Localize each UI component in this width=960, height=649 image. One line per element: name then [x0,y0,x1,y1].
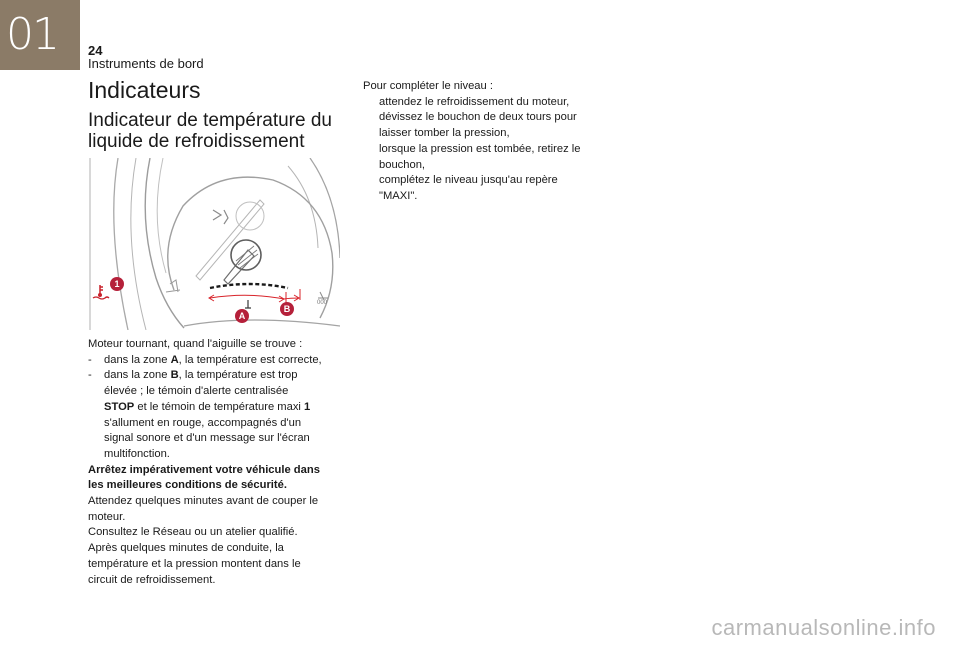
step-3-line-1: lorsque la pression est tombée, retirez le [379,142,581,155]
list-item-zone-b [88,368,346,462]
watermark: carmanualsonline.info [711,615,936,640]
zone-b-text-after: , la température est trop [178,369,298,382]
intro-text: Moteur tournant, quand l'aiguille se trouve : [88,338,303,350]
step-2-line-1: dévissez le bouchon de deux tours pour [379,111,577,124]
zone-b-line-4: s'allument en rouge, accompagnés d'un [104,416,302,429]
zone-b-line-5: signal sonore et d'un message sur l'écran [104,432,310,445]
main-text-column [88,337,346,588]
list-item-zone-a [88,353,346,369]
zone-b-line-6: multifonction. [104,447,170,460]
warning-line-2: les meilleures conditions de sécurité. [88,479,287,492]
zone-a-text-before: dans la zone [104,353,171,366]
page-number: 24 [88,43,103,58]
page-title: Indicateurs [88,77,201,103]
topup-intro: Pour compléter le niveau : [363,80,493,92]
paragraph-1-line-2: moteur. [88,510,126,523]
gauge-svg [88,158,340,330]
svg-text:000: 000 [317,300,328,306]
callout-1 [110,277,124,291]
step-2-line-2: laisser tomber la pression, [379,127,510,140]
paragraph-3-line-3: circuit de refroidissement. [88,573,216,586]
zone-b-line-3: et le témoin de température maxi [134,400,305,413]
callout-b [280,302,294,316]
paragraph-3-line-2: température et la pression montent dans le [88,557,301,570]
secondary-text-column [363,79,613,205]
paragraph-1-line-1: Attendez quelques minutes avant de couper le [88,495,319,508]
ref-1: 1 [304,400,311,413]
step-2 [363,110,613,141]
coolant-gauge-illustration [88,158,340,330]
zone-b-letter: B [170,369,179,382]
zone-a-letter: A [170,353,179,366]
step-1-text: attendez le refroidissement du moteur, [379,95,570,108]
callout-a [235,309,249,323]
section-subtitle: Indicateur de température du liquide de refroidissement [88,110,332,152]
chapter-tab [0,0,80,70]
list-dash: - [88,369,92,382]
step-3-line-2: bouchon, [379,158,426,171]
chapter-number: 01 [6,9,58,60]
callout-b-label: B [283,304,291,314]
callout-1-label: 1 [114,279,120,289]
paragraph-3-line-1: Après quelques minutes de conduite, la [88,542,284,555]
zone-b-text-before: dans la zone [104,369,171,382]
step-4 [363,173,613,204]
step-4-line-1: complétez le niveau jusqu'au repère [379,174,558,187]
step-1 [363,95,613,111]
zone-b-line-2: élevée ; le témoin d'alerte centralisée [104,385,289,398]
list-dash: - [88,353,92,366]
section-name: Instruments de bord [88,56,204,71]
stop-label: STOP [104,400,135,413]
paragraph-2-line-1: Consultez le Réseau ou un atelier qualifié. [88,526,298,539]
warning-line-1: Arrêtez impérativement votre véhicule dans [88,463,320,476]
coolant-temperature-icon [92,284,110,300]
callout-a-label: A [238,311,246,321]
step-3 [363,142,613,173]
zone-a-text-after: , la température est correcte, [178,353,322,366]
step-4-line-2: "MAXI". [379,189,418,202]
